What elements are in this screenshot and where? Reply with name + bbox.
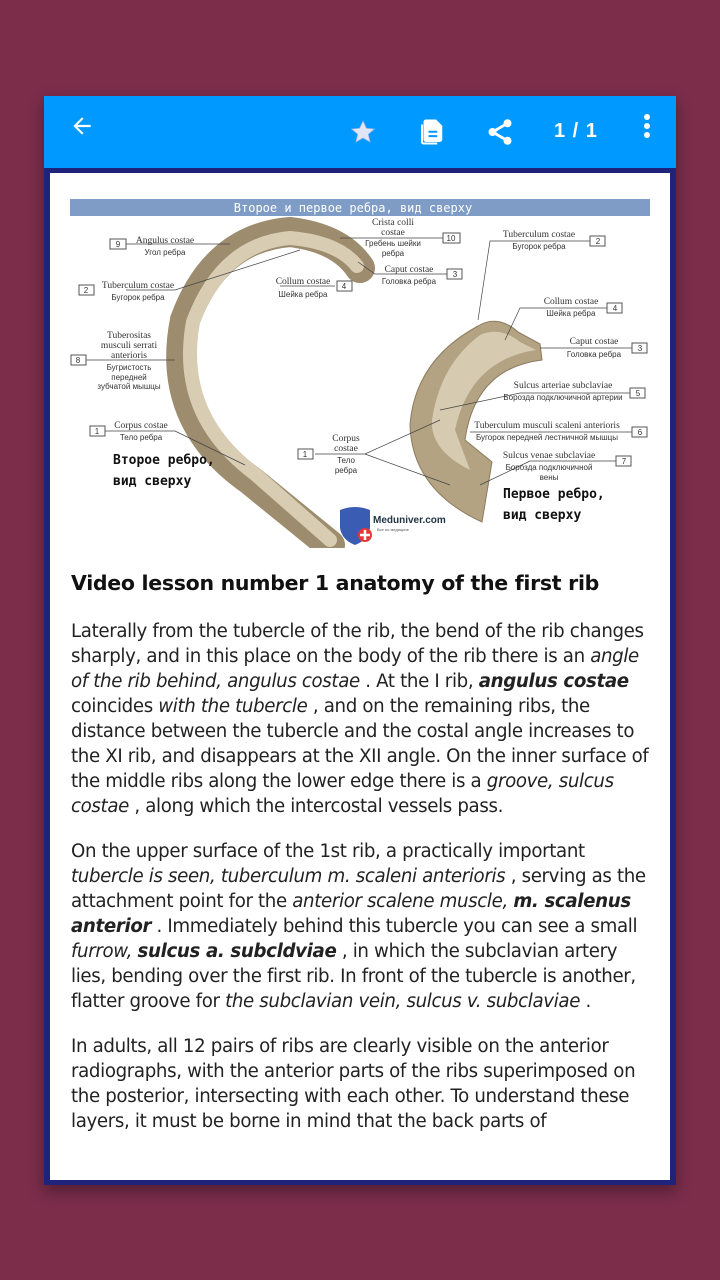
svg-text:Шейка ребра: Шейка ребра bbox=[546, 309, 596, 318]
text-run: Laterally from the tubercle of the rib, the bend of the rib changes sharply, and in this place on the body of the rib there is an bbox=[71, 621, 644, 667]
svg-text:Angulus costae: Angulus costae bbox=[135, 236, 195, 246]
svg-text:Тело ребра: Тело ребра bbox=[119, 433, 163, 442]
svg-text:Collum costae: Collum costae bbox=[543, 297, 599, 307]
svg-text:передней: передней bbox=[111, 373, 147, 382]
svg-text:Бугорок ребра: Бугорок ребра bbox=[111, 293, 165, 302]
svg-text:ребра: ребра bbox=[381, 249, 405, 258]
caption-first-rib: Первое ребро, bbox=[503, 487, 605, 502]
text-run: . Immediately behind this tubercle you can see a small bbox=[151, 916, 638, 937]
svg-text:Collum costae: Collum costae bbox=[275, 277, 331, 287]
svg-text:Tuberositas: Tuberositas bbox=[107, 331, 151, 341]
svg-text:3: 3 bbox=[452, 270, 458, 279]
text-run: . At the I rib, bbox=[359, 671, 479, 692]
toolbar bbox=[44, 96, 676, 168]
svg-text:Sulcus arteriae subclaviae: Sulcus arteriae subclaviae bbox=[513, 381, 613, 391]
text-run: In adults, all 12 pairs of ribs are clearly visible on the anterior radiographs, with the anterior parts of the ribs superimposed on the posterior, intersecting with each other. To understand these layers, it must be borne in mind that the back parts of bbox=[71, 1036, 636, 1132]
svg-text:вены: вены bbox=[539, 473, 559, 482]
svg-text:Crista colli: Crista colli bbox=[372, 218, 414, 228]
app-window bbox=[44, 96, 676, 1185]
text-run: m. scalenus anterior bbox=[71, 891, 631, 937]
svg-text:Борозда подключичной артерии: Борозда подключичной артерии bbox=[503, 393, 623, 402]
text-run: . bbox=[580, 991, 591, 1012]
caption-second-rib: Второе ребро, bbox=[113, 453, 215, 468]
svg-text:ребра: ребра bbox=[334, 466, 358, 475]
svg-text:1: 1 bbox=[302, 450, 308, 459]
svg-text:Шейка ребра: Шейка ребра bbox=[278, 290, 328, 299]
text-run: furrow, bbox=[71, 941, 138, 962]
svg-text:Tuberculum musculi scaleni ant: Tuberculum musculi scaleni anterioris bbox=[474, 421, 620, 431]
svg-text:Tuberculum costae: Tuberculum costae bbox=[502, 230, 576, 240]
svg-text:3: 3 bbox=[637, 344, 643, 353]
second-rib-highlight bbox=[190, 238, 357, 540]
label-collum-costae-right bbox=[544, 297, 622, 318]
svg-text:Corpus costae: Corpus costae bbox=[114, 421, 168, 431]
article-heading: Video lesson number 1 anatomy of the first rib bbox=[71, 571, 600, 595]
svg-text:4: 4 bbox=[612, 304, 618, 313]
article-body bbox=[71, 619, 651, 1134]
caption-first-rib-view: вид сверху bbox=[503, 508, 582, 523]
paragraph bbox=[71, 839, 651, 1014]
label-sulcus-venae bbox=[503, 451, 631, 482]
label-corpus-costae-left bbox=[90, 421, 168, 442]
svg-text:7: 7 bbox=[621, 457, 627, 466]
text-run: sulcus a. subcldviae bbox=[137, 941, 337, 962]
svg-text:Sulcus venae subclaviae: Sulcus venae subclaviae bbox=[502, 451, 596, 461]
svg-text:Tuberculum costae: Tuberculum costae bbox=[101, 281, 175, 291]
label-corpus-costae-right bbox=[298, 434, 360, 475]
svg-text:Corpus: Corpus bbox=[332, 434, 360, 444]
page-indicator: 1 / 1 bbox=[554, 120, 598, 142]
meduniver-logo bbox=[340, 507, 446, 545]
document-view[interactable] bbox=[50, 173, 670, 1180]
svg-text:зубчатой мышцы: зубчатой мышцы bbox=[97, 382, 161, 391]
document-copy-icon[interactable] bbox=[413, 114, 449, 150]
svg-text:anterioris: anterioris bbox=[111, 351, 147, 361]
svg-text:9: 9 bbox=[115, 240, 121, 249]
text-run: angle of the rib behind, angulus costae bbox=[71, 646, 639, 692]
svg-text:costae: costae bbox=[381, 228, 405, 238]
label-tuberculum-costae-right bbox=[503, 230, 605, 251]
svg-text:4: 4 bbox=[341, 282, 347, 291]
svg-text:Caput costae: Caput costae bbox=[569, 337, 619, 347]
text-run: coincides bbox=[71, 696, 159, 717]
svg-text:Caput costae: Caput costae bbox=[384, 265, 434, 275]
svg-text:6: 6 bbox=[637, 428, 643, 437]
text-run: , in which the subclavian artery lies, bending over the first rib. In front of the tubercle is another, flatter groove for bbox=[71, 941, 636, 1012]
star-icon[interactable] bbox=[345, 114, 381, 150]
svg-text:Гребень шейки: Гребень шейки bbox=[365, 239, 421, 248]
svg-text:Головка ребра: Головка ребра bbox=[381, 277, 437, 286]
text-run: , serving as the attachment point for the bbox=[71, 866, 646, 912]
svg-text:Meduniver.com: Meduniver.com bbox=[373, 515, 446, 526]
text-run: angulus costae bbox=[478, 671, 629, 692]
label-tuberculum-scaleni bbox=[474, 421, 647, 442]
svg-text:5: 5 bbox=[635, 389, 641, 398]
more-vert-icon[interactable] bbox=[629, 108, 665, 144]
svg-text:Бугристость: Бугристость bbox=[106, 363, 152, 372]
text-run: groove, sulcus costae bbox=[71, 771, 614, 817]
label-sulcus-arteriae bbox=[503, 381, 645, 402]
svg-text:Тело: Тело bbox=[337, 456, 355, 465]
svg-text:2: 2 bbox=[83, 286, 89, 295]
svg-text:Борозда подключичной: Борозда подключичной bbox=[505, 463, 593, 472]
label-caput-costae-left bbox=[382, 265, 462, 286]
text-run: the subclavian vein, sulcus v. subclaviae bbox=[225, 991, 581, 1012]
svg-text:costae: costae bbox=[334, 444, 358, 454]
article bbox=[71, 571, 651, 1154]
svg-text:musculi serrati: musculi serrati bbox=[100, 341, 158, 351]
text-run: , along which the intercostal vessels pass. bbox=[128, 796, 504, 817]
share-icon[interactable] bbox=[482, 114, 518, 150]
svg-text:Бугорок ребра: Бугорок ребра bbox=[512, 242, 566, 251]
text-run: with the tubercle bbox=[158, 696, 308, 717]
paragraph bbox=[71, 619, 651, 819]
rib-anatomy-figure bbox=[70, 198, 650, 548]
label-tuberculum-costae-left bbox=[79, 281, 174, 302]
label-angulus-costae bbox=[110, 236, 194, 257]
svg-text:Головка ребра: Головка ребра bbox=[566, 350, 622, 359]
svg-text:Угол ребра: Угол ребра bbox=[144, 248, 186, 257]
svg-text:1: 1 bbox=[94, 427, 100, 436]
text-run: anterior scalene muscle, bbox=[292, 891, 514, 912]
caption-second-rib-view: вид сверху bbox=[113, 474, 192, 489]
svg-text:10: 10 bbox=[446, 234, 456, 243]
paragraph bbox=[71, 1034, 651, 1134]
svg-text:Все по медицине: Все по медицине bbox=[377, 527, 409, 532]
text-run: On the upper surface of the 1st rib, a practically important bbox=[71, 841, 585, 862]
label-collum-costae-left bbox=[276, 277, 352, 299]
text-run: tubercle is seen, tuberculum m. scaleni anterioris bbox=[71, 866, 506, 887]
arrow-back-icon[interactable] bbox=[64, 108, 100, 144]
text-run: , and on the remaining ribs, the distance between the tubercle and the costal angle increases to the XI rib, and disappears at the XII angle. On the inner surface of the middle ribs along the lower edge there is a bbox=[71, 696, 649, 792]
svg-text:2: 2 bbox=[595, 237, 601, 246]
svg-text:Бугорок передней лестничной мы: Бугорок передней лестничной мышцы bbox=[475, 433, 619, 442]
label-tuberositas bbox=[71, 331, 161, 391]
svg-text:8: 8 bbox=[75, 356, 81, 365]
figure-title: Второе и первое ребра, вид сверху bbox=[233, 201, 473, 215]
